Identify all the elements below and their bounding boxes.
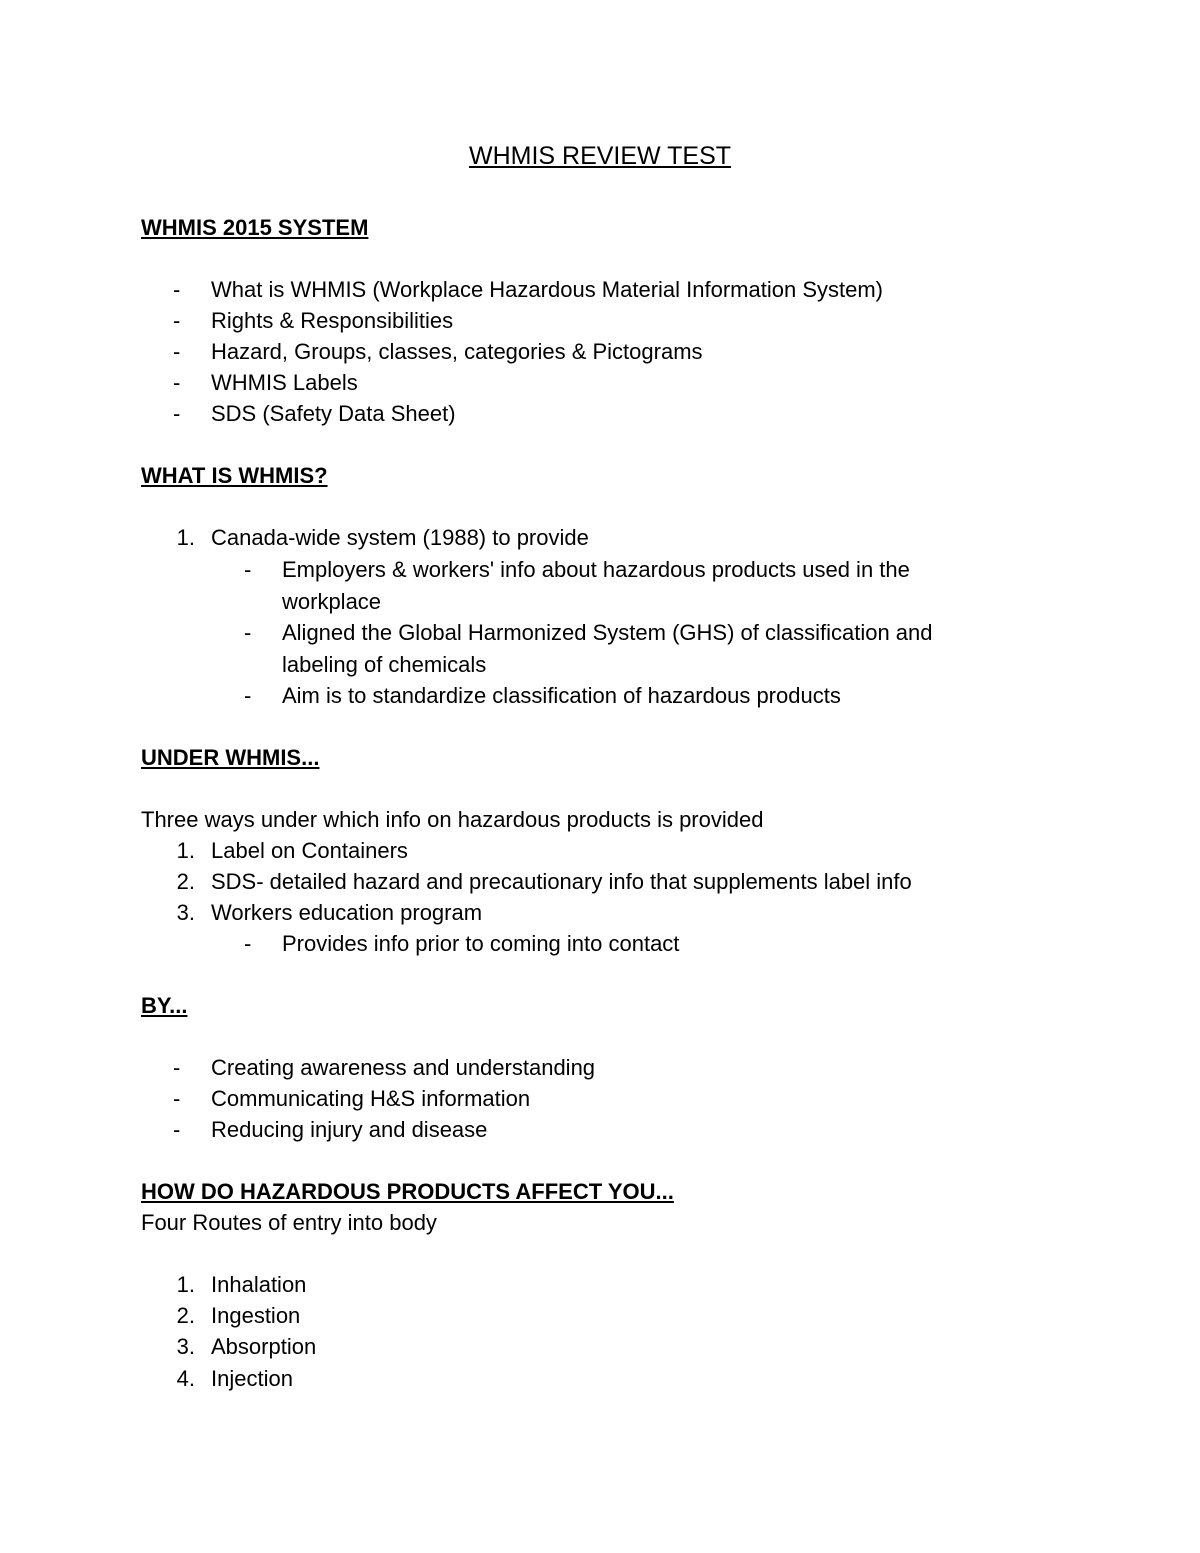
list-item: Rights & Responsibilities — [211, 308, 454, 333]
list-item: Communicating H&S information — [211, 1086, 531, 1111]
sub-item: Employers & workers' info about hazardous products used in the — [282, 557, 910, 582]
heading-by: BY... — [141, 993, 188, 1018]
sub-item-continued: labeling of chemicals — [282, 652, 487, 677]
bullet-marker: - — [244, 931, 252, 956]
sub-item: Aim is to standardize classification of hazardous products — [282, 683, 841, 708]
heading-whmis-2015-system: WHMIS 2015 SYSTEM — [141, 215, 369, 240]
list-item: What is WHMIS (Workplace Hazardous Material Information System) — [211, 277, 883, 302]
list-item: Label on Containers — [211, 838, 408, 863]
list-item: SDS- detailed hazard and precautionary info that supplements label info — [211, 869, 912, 894]
number-marker: 2. — [176, 1303, 195, 1328]
list-item: Hazard, Groups, classes, categories & Pictograms — [211, 339, 703, 364]
bullet-marker: - — [173, 308, 181, 333]
sub-item: Aligned the Global Harmonized System (GHS) of classification and — [282, 620, 933, 645]
heading-what-is-whmis: WHAT IS WHMIS? — [141, 463, 328, 488]
number-marker: 3. — [176, 900, 195, 925]
bullet-marker: - — [173, 1055, 181, 1080]
number-marker: 4. — [176, 1366, 195, 1391]
list-item: Canada-wide system (1988) to provide — [211, 525, 589, 550]
list-item: Injection — [211, 1366, 293, 1391]
heading-how-do-hazardous-products-affect-you: HOW DO HAZARDOUS PRODUCTS AFFECT YOU... — [141, 1179, 674, 1204]
number-marker: 3. — [176, 1334, 195, 1359]
bullet-marker: - — [173, 1117, 181, 1142]
sub-item: Provides info prior to coming into contact — [282, 931, 680, 956]
list-item: Reducing injury and disease — [211, 1117, 488, 1142]
number-marker: 1. — [176, 838, 195, 863]
bullet-marker: - — [244, 620, 252, 645]
list-item: WHMIS Labels — [211, 370, 358, 395]
page-title: WHMIS REVIEW TEST — [468, 142, 732, 170]
list-item: Creating awareness and understanding — [211, 1055, 596, 1080]
heading-under-whmis: UNDER WHMIS... — [141, 745, 320, 770]
number-marker: 1. — [176, 525, 195, 550]
bullet-marker: - — [244, 683, 252, 708]
bullet-marker: - — [173, 339, 181, 364]
sub-item-continued: workplace — [282, 589, 382, 614]
list-item: Workers education program — [211, 900, 483, 925]
section-intro: Four Routes of entry into body — [141, 1210, 437, 1235]
section-intro: Three ways under which info on hazardous products is provided — [141, 807, 764, 832]
bullet-marker: - — [173, 370, 181, 395]
list-item: SDS (Safety Data Sheet) — [211, 401, 456, 426]
list-item: Ingestion — [211, 1303, 301, 1328]
number-marker: 1. — [176, 1272, 195, 1297]
bullet-marker: - — [173, 401, 181, 426]
list-item: Inhalation — [211, 1272, 307, 1297]
list-item: Absorption — [211, 1334, 317, 1359]
number-marker: 2. — [176, 869, 195, 894]
bullet-marker: - — [244, 557, 252, 582]
bullet-marker: - — [173, 1086, 181, 1111]
bullet-marker: - — [173, 277, 181, 302]
